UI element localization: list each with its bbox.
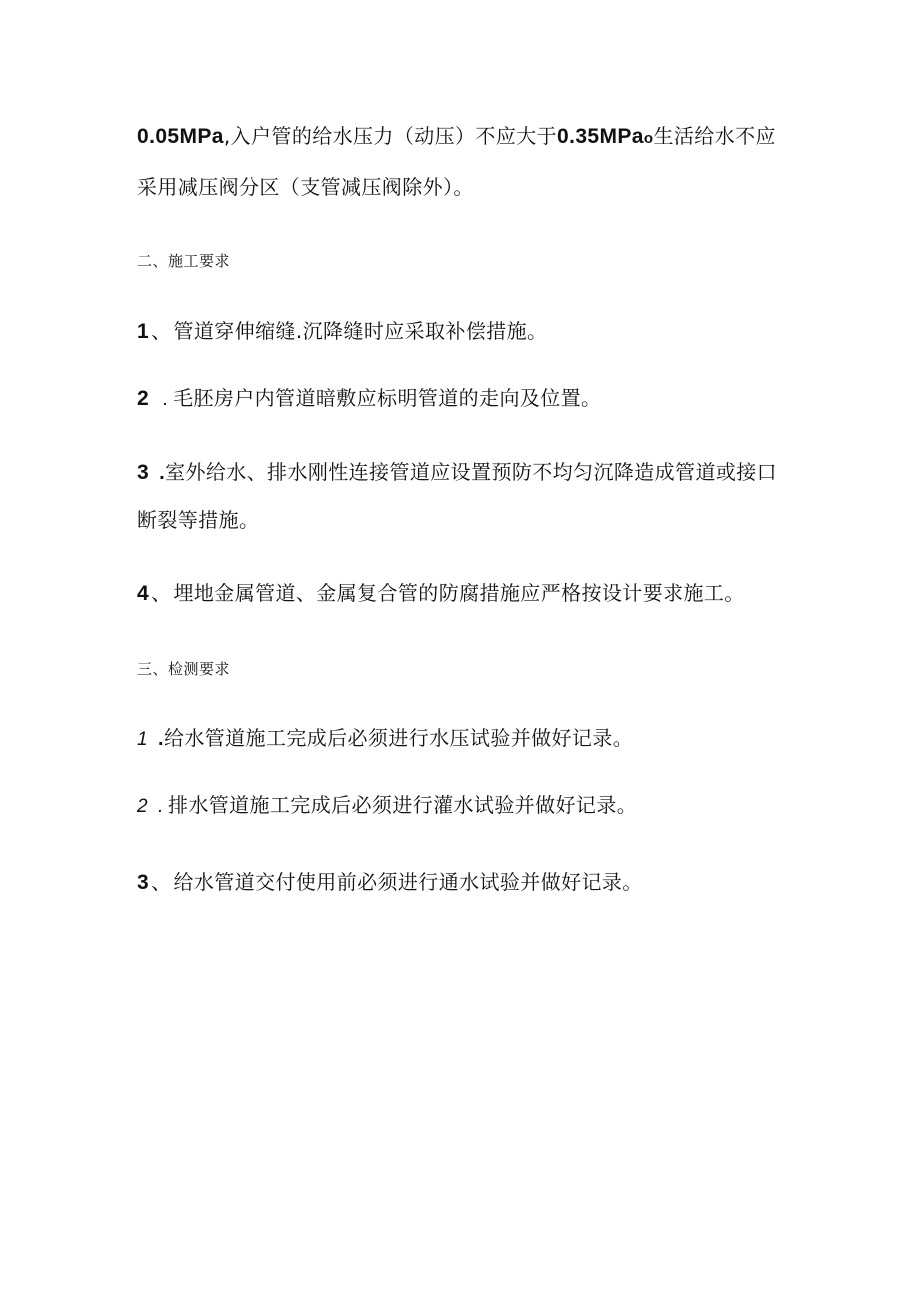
item-separator: 、	[151, 583, 172, 605]
item-number: 1	[137, 729, 148, 750]
item-text: 给水管道交付使用前必须进行通水试验并做好记录。	[173, 870, 643, 894]
construction-item-3	[137, 459, 777, 486]
item-number: 3	[137, 871, 150, 894]
construction-item-1	[137, 318, 547, 345]
item-separator: .	[163, 388, 170, 410]
item-text: 给水管道施工完成后必须进行水压试验并做好记录。	[163, 726, 634, 750]
item-text: 排水管道施工完成后必须进行灌水试验并做好记录。	[167, 793, 638, 817]
intro-line-1	[137, 123, 776, 152]
item-text: 室外给水、排水刚性连接管道应设置预防不均匀沉降造成管道或接口	[165, 460, 778, 484]
intro-line-2: 采用减压阀分区（支管减压阀除外）。	[137, 175, 474, 199]
item-number: 4	[137, 582, 150, 605]
section-heading-construction: 二、施工要求	[137, 252, 231, 270]
testing-item-1	[137, 725, 633, 753]
item-separator: 、	[151, 321, 172, 343]
item-separator: 、	[151, 872, 172, 894]
item-text: 管道穿伸缩缝.沉降缝时应采取补偿措施。	[173, 319, 548, 343]
construction-item-3-continued: 断裂等措施。	[137, 508, 260, 532]
item-separator: .	[157, 728, 164, 750]
construction-item-2	[137, 385, 601, 412]
item-separator: .	[157, 795, 164, 817]
item-number: 2	[137, 796, 148, 817]
item-number: 2	[137, 387, 150, 410]
intro-suffix: o	[643, 130, 654, 147]
intro-text-2: 生活给水不应	[653, 124, 776, 148]
section-heading-testing: 三、检测要求	[137, 660, 231, 678]
item-number: 3	[137, 461, 150, 484]
testing-item-2	[137, 792, 637, 820]
testing-item-3	[137, 869, 643, 896]
item-number: 1	[137, 320, 150, 343]
item-text: 毛胚房户内管道暗敷应标明管道的走向及位置。	[173, 386, 602, 410]
item-text: 埋地金属管道、金属复合管的防腐措施应严格按设计要求施工。	[173, 581, 745, 605]
construction-item-4	[137, 580, 745, 607]
pressure-value-min: 0.05MPa	[137, 125, 224, 148]
pressure-value-max: 0.35MPa	[557, 125, 644, 148]
intro-text-1: ,入户管的给水压力（动压）不应大于	[223, 124, 558, 148]
item-separator: .	[159, 462, 166, 484]
